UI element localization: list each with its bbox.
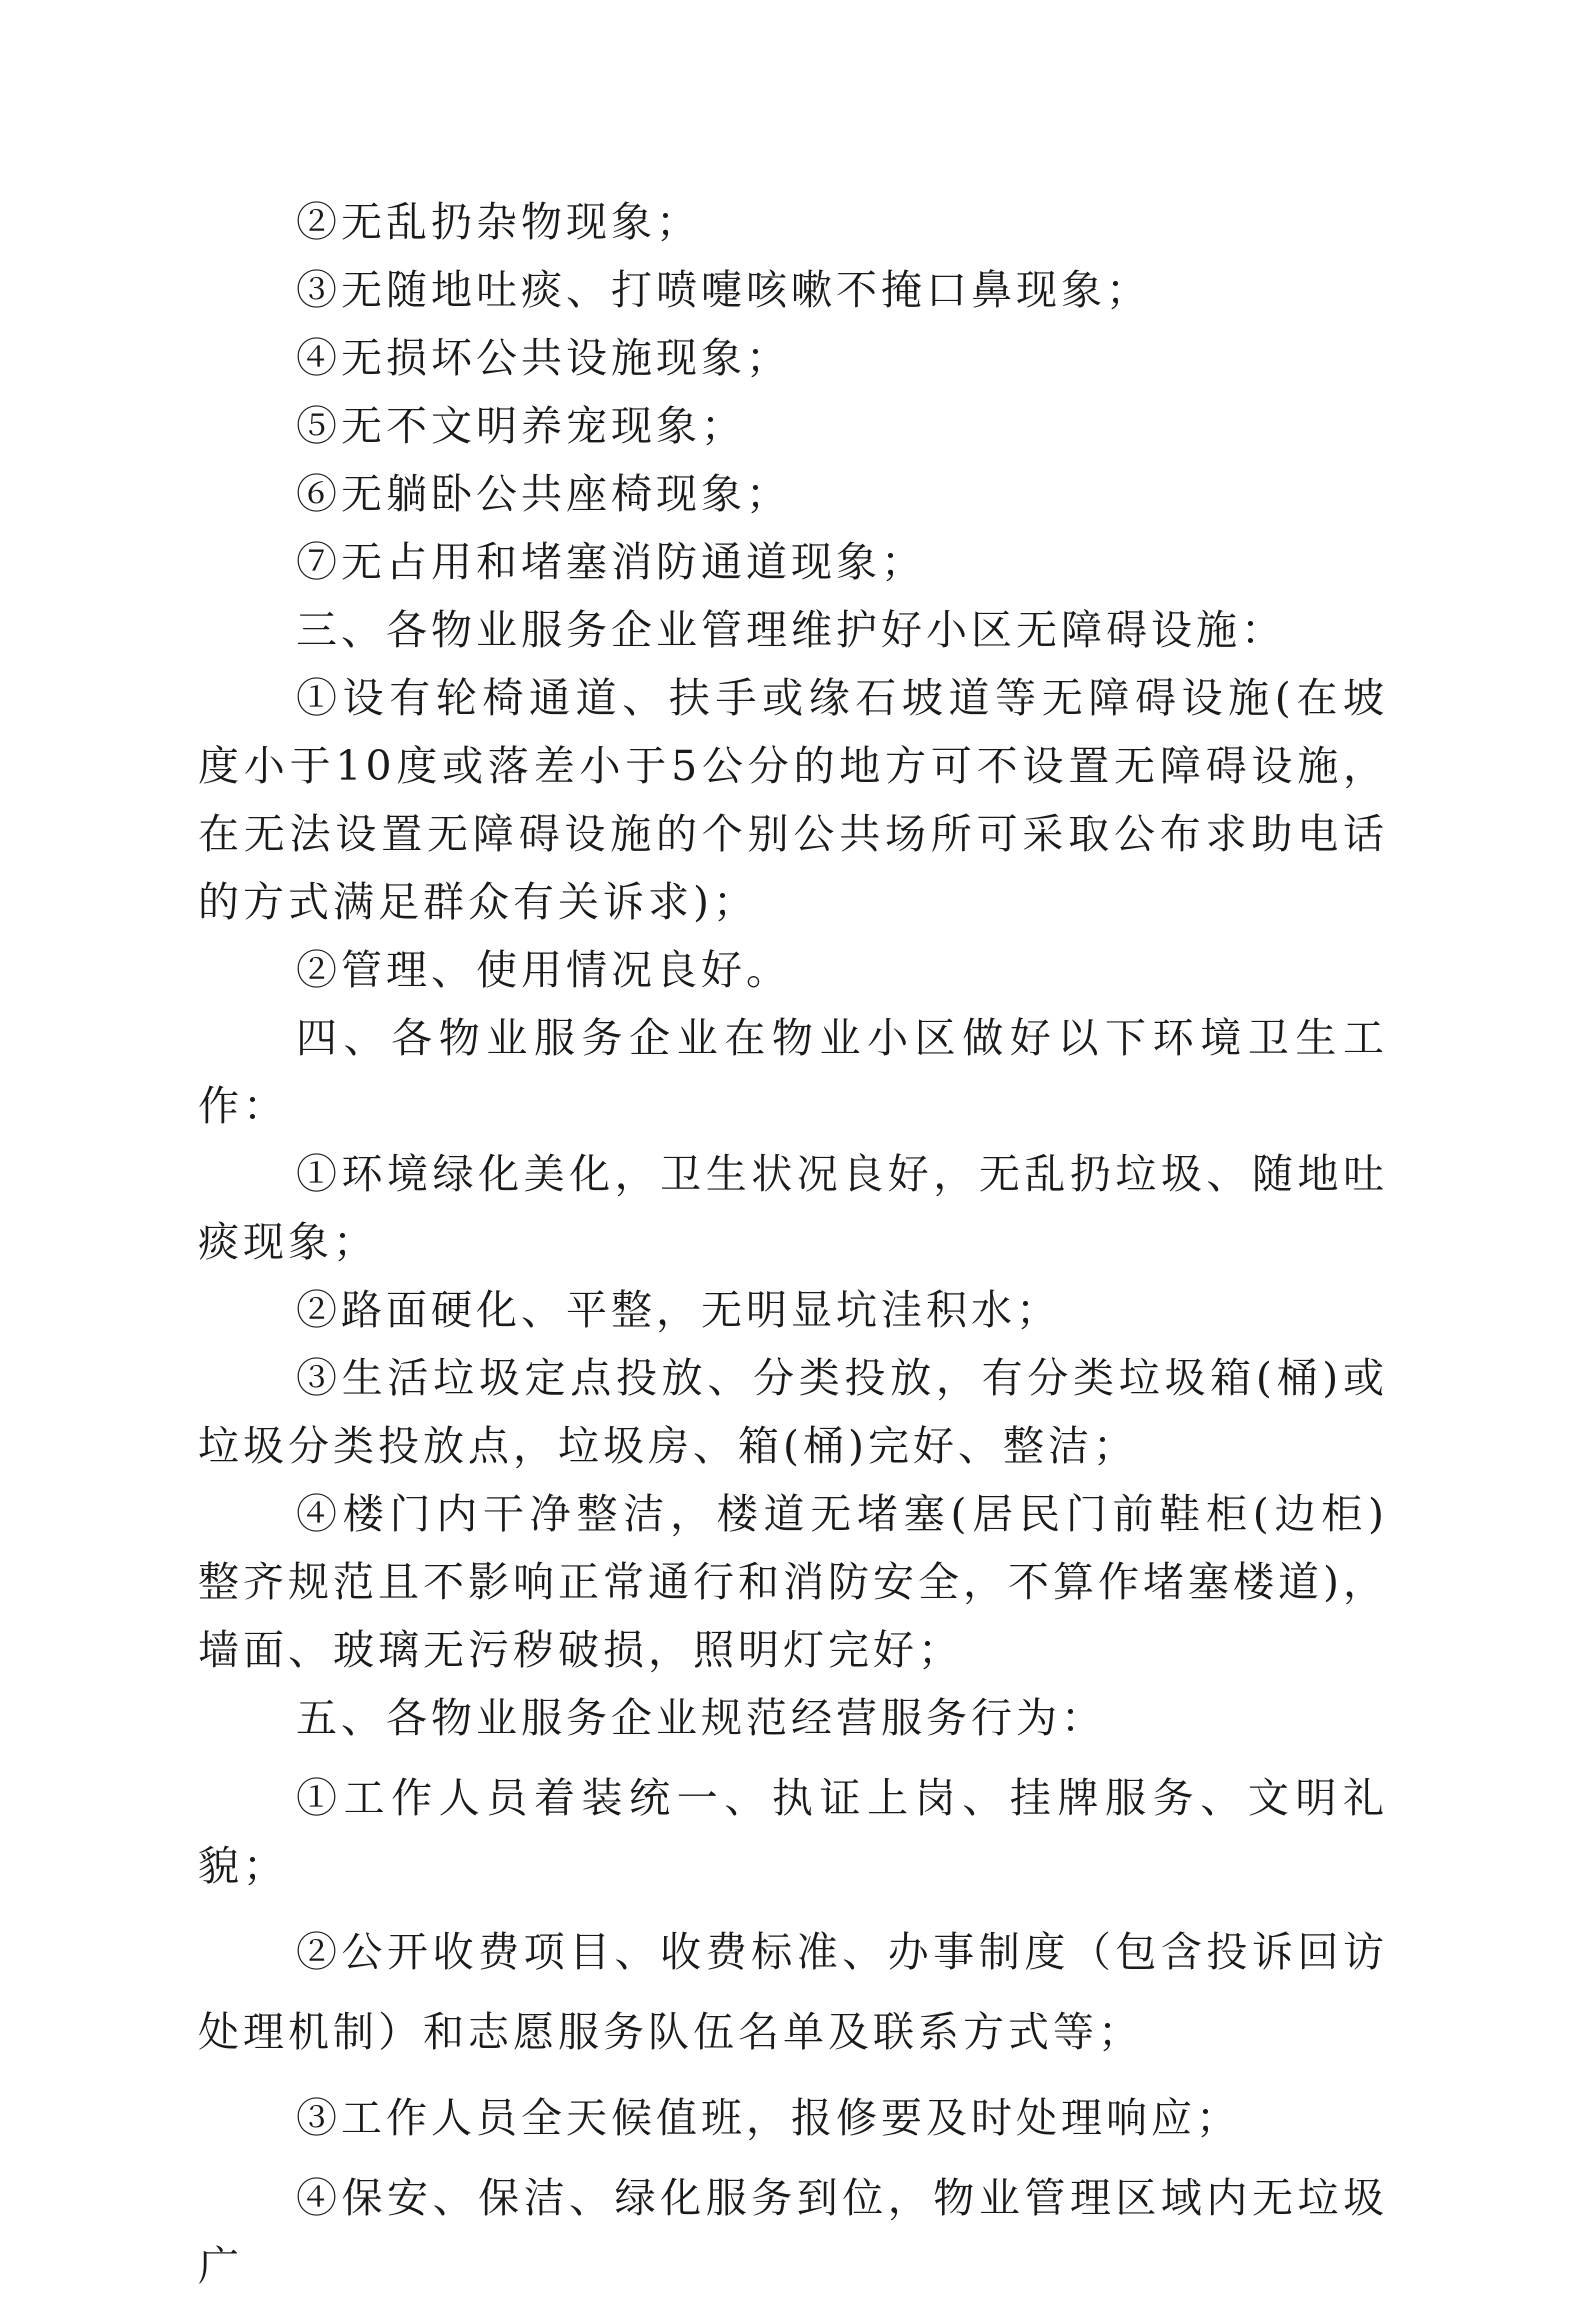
paragraph-environment-3: ③生活垃圾定点投放、分类投放，有分类垃圾箱(桶)或垃圾分类投放点，垃圾房、箱(桶)完好、整洁； <box>198 1354 1388 1470</box>
paragraph-item-3: ③无随地吐痰、打喷嚏咳嗽不掩口鼻现象； <box>296 266 1151 314</box>
document-body <box>198 188 1388 2300</box>
section-heading-4: 四、各物业服务企业在物业小区做好以下环境卫生工作： <box>198 1014 1388 1130</box>
paragraph-accessibility-2: ②管理、使用情况良好。 <box>296 946 791 994</box>
paragraph-item-5: ⑤无不文明养宠现象； <box>296 402 746 450</box>
paragraph-service-2: ②公开收费项目、收费标准、办事制度（包含投诉回访处理机制）和志愿服务队伍名单及联系方式等； <box>198 1928 1388 2056</box>
paragraph-environment-4: ④楼门内干净整洁，楼道无堵塞(居民门前鞋柜(边柜)整齐规范且不影响正常通行和消防安全，不算作堵塞楼道)，墙面、玻璃无污秽破损，照明灯完好； <box>198 1490 1388 1674</box>
paragraph-item-6: ⑥无躺卧公共座椅现象； <box>296 470 791 518</box>
paragraph-service-4: ④保安、保洁、绿化服务到位，物业管理区域内无垃圾广 <box>198 2174 1388 2290</box>
paragraph-service-1: ①工作人员着装统一、执证上岗、挂牌服务、文明礼貌； <box>198 1774 1388 1890</box>
section-heading-5: 五、各物业服务企业规范经营服务行为： <box>296 1694 1106 1742</box>
paragraph-service-3: ③工作人员全天候值班，报修要及时处理响应； <box>296 2094 1241 2142</box>
paragraph-item-4: ④无损坏公共设施现象； <box>296 334 791 382</box>
paragraph-item-7: ⑦无占用和堵塞消防通道现象； <box>296 538 926 586</box>
paragraph-environment-1: ①环境绿化美化，卫生状况良好，无乱扔垃圾、随地吐痰现象； <box>198 1150 1388 1266</box>
paragraph-environment-2: ②路面硬化、平整，无明显坑洼积水； <box>296 1286 1061 1334</box>
paragraph-accessibility-1: ①设有轮椅通道、扶手或缘石坡道等无障碍设施(在坡度小于10度或落差小于5公分的地方可不设置无障碍设施，在无法设置无障碍设施的个别公共场所可采取公布求助电话的方式满足群众有关诉求)； <box>198 674 1388 926</box>
section-heading-3: 三、各物业服务企业管理维护好小区无障碍设施： <box>296 606 1286 654</box>
paragraph-item-2: ②无乱扔杂物现象； <box>296 198 701 246</box>
